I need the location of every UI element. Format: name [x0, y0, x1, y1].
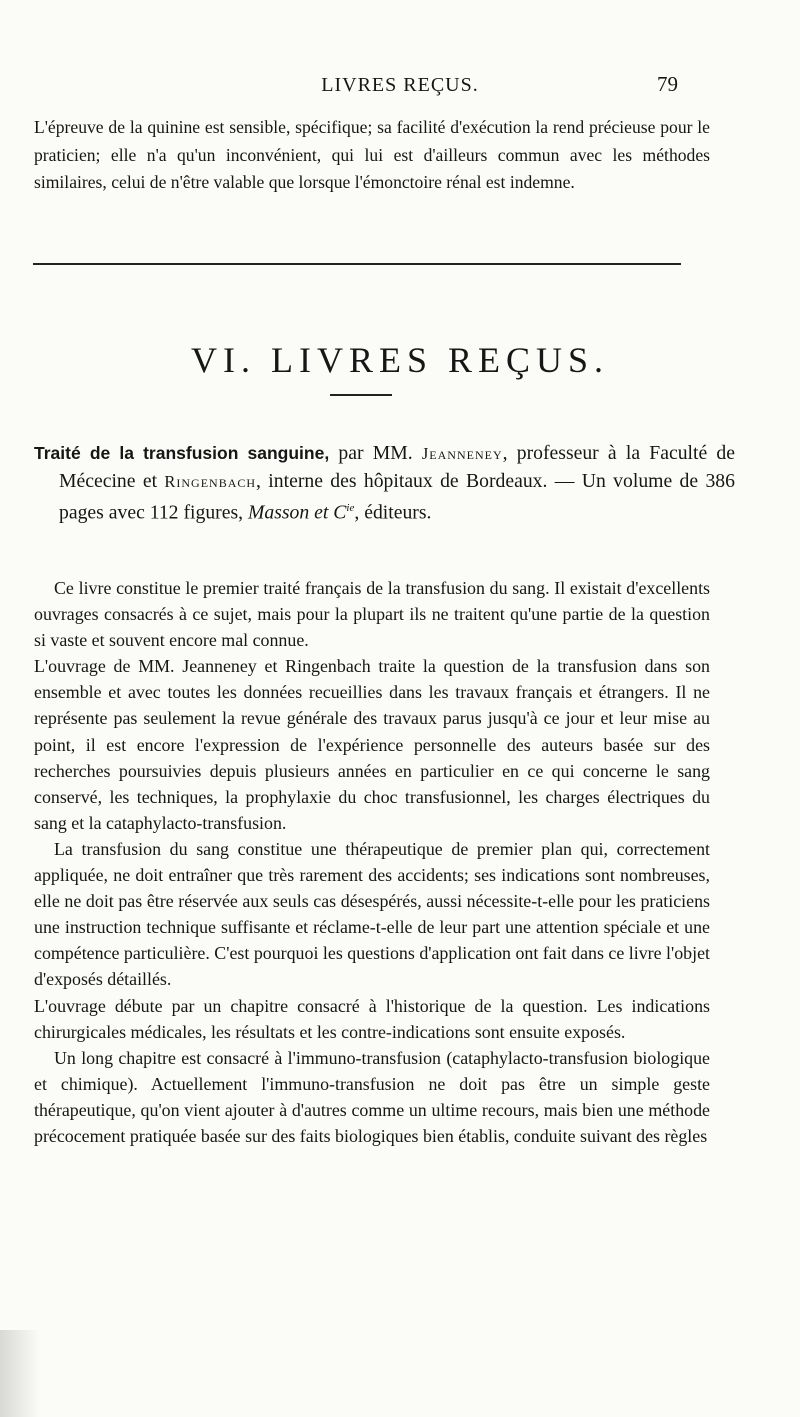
running-head-title: LIVRES REÇUS. [321, 74, 479, 96]
book-entry [34, 440, 735, 527]
review-paragraph: Un long chapitre est consacré à l'immuno-transfusion (cataphylacto-transfusion biologique et chimique). Actuellement l'immuno-transfusion ne doit pas être un simple geste thérapeutique, qu'on vient ajouter à d'autres comme un ultime recours, mais bien une méthode précocement pratiquée basée sur des faits biologiques bien établis, conduite suivant des règles [34, 1047, 710, 1146]
entry-by: par MM. [329, 442, 422, 464]
author-1: Jeanneney [421, 444, 503, 463]
title-underline [330, 394, 392, 396]
publisher: Masson et C [247, 501, 347, 524]
author-2: Ringenbach [164, 471, 257, 491]
publisher-sup: ie [346, 502, 355, 514]
author-1-role: , professeur à la Faculté de Mécecine et [59, 442, 735, 492]
review-paragraph: Ce livre constitue le premier traité français de la transfusion du sang. Il existait d'excellents ouvrages consacrés à ce sujet, mais pour la plupart ils ne traitent qu'une partie de la question si vaste et souvent encore mal connue. [34, 578, 710, 651]
review-paragraph: L'ouvrage débute par un chapitre consacré à l'historique de la question. Les indications chirurgicales médicales, les résultats et les contre-indications sont ensuite exposés. [34, 995, 710, 1042]
section-title: VI. LIVRES REÇUS. [190, 340, 610, 380]
publisher-suffix: , éditeurs. [354, 501, 432, 524]
review-paragraph: L'ouvrage de MM. Jeanneney et Ringenbach traite la question de la transfusion dans son ensemble et avec toutes les données recueillies dans les travaux français et étrangers. Il ne représente pas seulement la revue générale des travaux parus jusqu'à ce jour et leur mise au point, il est encore l'expression de l'expérience personnelle des auteurs basée sur des recherches poursuivies depuis plusieurs années en particulier en ce qui concerne le sang conservé, les techniques, la prophylaxie du choc transfusionnel, les charges électriques du sang et la cataphylacto-transfusion. [34, 656, 710, 833]
author-2-role: , interne des hôpitaux de Bordeaux. — Un volume de 386 pages avec 112 figures, [59, 469, 735, 524]
page-number: 79 [657, 72, 678, 96]
book-title: Traité de la transfusion sanguine, [34, 443, 330, 463]
section-divider [33, 263, 681, 265]
intro-paragraph: L'épreuve de la quinine est sensible, spécifique; sa facilité d'exécution la rend précieuse pour le praticien; elle n'a qu'un inconvénient, qui lui est d'ailleurs commun avec les méthodes similaires, celui de n'être valable que lorsque l'émonctoire rénal est indemne. [34, 117, 710, 193]
review-body [34, 575, 710, 1149]
review-paragraph: La transfusion du sang constitue une thérapeutique de premier plan qui, correctement appliquée, ne doit entraîner que très rarement des accidents; ses indications sont nombreuses, elle ne doit pas être réservée aux seuls cas désespérés, aussi nécessite-t-elle pour les praticiens une instruction technique suffisante et réclame-t-elle de leur part une attention spéciale et une compétence particulière. C'est pourquoi les questions d'application ont fait dans ce livre l'objet d'exposés détaillés. [34, 838, 710, 990]
page-edge-shadow [0, 1330, 40, 1417]
